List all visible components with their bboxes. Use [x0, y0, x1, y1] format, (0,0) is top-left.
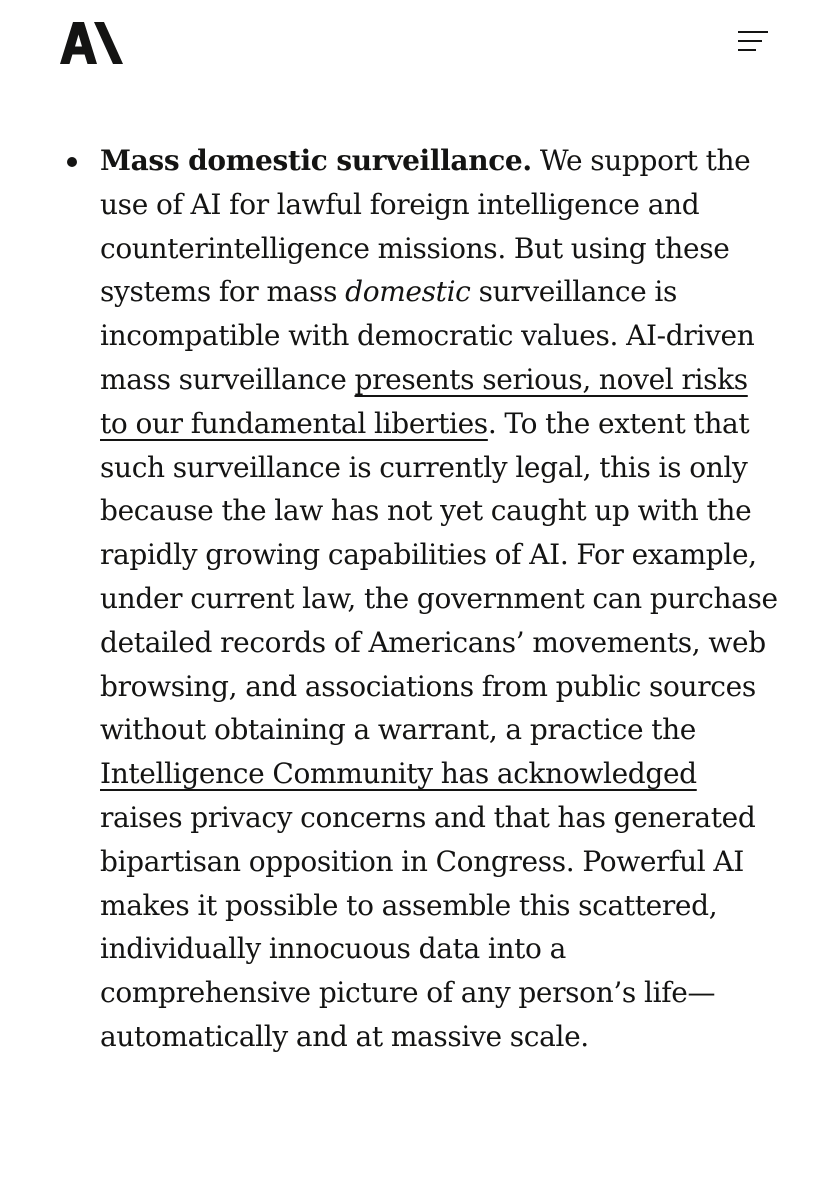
body-text: surveillance is incompatible with democratic values. AI-driven mass surveillance [100, 275, 755, 396]
article-body [60, 139, 780, 1059]
intelligence-community-link[interactable]: Intelligence Community has acknowledged [100, 757, 697, 791]
body-text: . To the extent that such surveillance is currently legal, this is only because the law has not yet caught up with the rapidly growing capabilities of AI. For example, under current law, the government can purchase detailed records of Americans’ movements, web browsing, and associations from public sources without obtaining a warrant, a practice the [100, 406, 778, 747]
liberties-risks-link[interactable]: presents serious, novel risks to our fundamental liberties [100, 362, 748, 440]
body-text: raises privacy concerns and that has generated bipartisan opposition in Congress. Powerful AI makes it possible to assemble this scattered, individually innocuous data into a comprehensive picture of any person’s life—automatically and at massive scale. [100, 800, 756, 1053]
body-text: We support the use of AI for lawful foreign intelligence and counterintelligence missions. But using these systems for mass [100, 144, 751, 309]
emphasis-text: domestic [345, 275, 471, 309]
anthropic-logo-icon[interactable] [60, 22, 124, 64]
list-item [60, 139, 780, 1059]
menu-icon[interactable] [730, 24, 774, 60]
site-header [0, 0, 837, 100]
bullet-list [60, 139, 780, 1059]
bullet-dot [67, 157, 77, 167]
bullet-lead: Mass domestic surveillance. [100, 144, 532, 177]
